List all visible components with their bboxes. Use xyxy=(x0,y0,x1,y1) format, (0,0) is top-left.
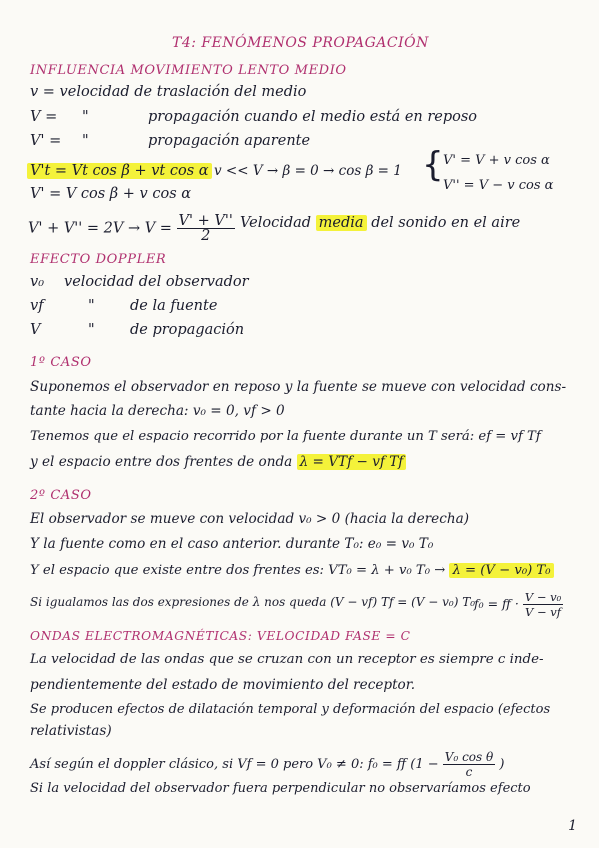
definition-text-V: propagación cuando el medio está en reposo xyxy=(148,109,478,125)
ondas-line5-text: Así según el doppler clásico, si Vf = 0 pero V₀ ≠ 0: xyxy=(30,757,364,772)
doppler-key-vf: vf xyxy=(30,298,44,314)
ondas-fraction-den: c xyxy=(465,765,473,779)
equation-cos: V' = V cos β + v cos α xyxy=(30,186,192,202)
ditto-mark: " xyxy=(82,109,89,125)
ditto-mark: " xyxy=(88,298,95,314)
ondas-fraction xyxy=(443,750,495,779)
ondas-fraction-num: V₀ cos θ xyxy=(444,750,494,764)
case2-line2: Y la fuente como en el caso anterior. durante T₀: e₀ = v₀ T₀ xyxy=(30,536,434,552)
equation-sum xyxy=(28,214,235,243)
case1-line1: Suponemos el observador en reposo y la fuente se mueve con velocidad cons- xyxy=(30,379,567,395)
case2-heading: 2º CASO xyxy=(30,488,92,503)
case2-lambda-highlight: λ = (V − v₀) T₀ xyxy=(449,563,553,578)
section-heading-influencia: INFLUENCIA MOVIMIENTO LENTO MEDIO xyxy=(30,63,347,78)
case2-line3 xyxy=(30,562,554,580)
equation-case2: V'' = V − v cos α xyxy=(443,178,554,193)
ondas-line4: relativistas) xyxy=(30,723,112,739)
section-heading-doppler: EFECTO DOPPLER xyxy=(30,252,167,267)
case2-fraction-den: V − vf xyxy=(525,605,562,619)
condition-equation: v << V → β = 0 → cos β = 1 xyxy=(214,163,402,179)
equation-case1: V' = V + v cos α xyxy=(443,153,550,168)
page-title: T4: FENÓMENOS PROPAGACIÓN xyxy=(172,35,429,51)
definition-key-Vp: V' = xyxy=(30,133,62,149)
ondas-line2: pendientemente del estado de movimiento del receptor. xyxy=(30,677,416,693)
ondas-line3: Se producen efectos de dilatación temporal y deformación del espacio (efectos xyxy=(30,702,551,717)
highlighted-equation xyxy=(27,162,212,180)
doppler-key-v0: v₀ xyxy=(30,274,45,290)
ditto-mark: " xyxy=(82,133,89,149)
doppler-text-vf: de la fuente xyxy=(130,298,218,314)
ondas-line5 xyxy=(30,750,504,779)
fraction-numerator: V' + V'' xyxy=(178,213,233,229)
definition-text-Vp: propagación aparente xyxy=(148,133,311,149)
case2-frequency-formula xyxy=(474,590,563,619)
doppler-text-v0: velocidad del observador xyxy=(64,274,249,290)
doppler-text-V: de propagación xyxy=(130,322,245,338)
page-number: 1 xyxy=(568,818,577,834)
ditto-mark: " xyxy=(88,322,95,338)
equation-sum-text: V' + V'' = 2V → V = xyxy=(28,220,172,237)
case2-line1: El observador se mueve con velocidad v₀ > 0 (hacia la derecha) xyxy=(30,511,470,527)
ondas-line5-f: f₀ = ff (1 − xyxy=(367,757,439,772)
section-heading-ondas: ONDAS ELECTROMAGNÉTICAS: VELOCIDAD FASE = C xyxy=(30,629,411,643)
definition-key-V: V = xyxy=(30,109,58,125)
speed-highlight: media xyxy=(316,215,367,231)
doppler-key-V: V xyxy=(30,322,41,338)
definition-line-v: v = velocidad de traslación del medio xyxy=(30,84,307,100)
case2-f-text: f₀ = ff · xyxy=(474,596,519,611)
case2-fraction xyxy=(523,590,563,619)
ondas-line5-close: ) xyxy=(499,757,505,772)
case2-fraction-num: V − v₀ xyxy=(524,590,562,604)
case1-line4-text: y el espacio entre dos frentes de onda xyxy=(30,454,293,470)
speed-post: del sonido en el aire xyxy=(371,215,521,231)
case1-line4 xyxy=(30,453,406,471)
ondas-line6: Si la velocidad del observador fuera perpendicular no observaríamos efecto xyxy=(30,781,531,796)
equation-highlight: V't = Vt cos β + vt cos α xyxy=(27,163,212,179)
left-brace: { xyxy=(422,145,444,185)
fraction-mean-speed xyxy=(177,214,235,243)
fraction-denominator: 2 xyxy=(201,228,211,244)
case1-heading: 1º CASO xyxy=(30,355,92,370)
case2-line4: Si igualamos las dos expresiones de λ nos queda (V − vf) Tf = (V − v₀) T₀ xyxy=(30,595,476,609)
speed-description xyxy=(240,214,520,232)
speed-pre: Velocidad xyxy=(240,215,312,231)
case1-line2: tante hacia la derecha: v₀ = 0, vf > 0 xyxy=(30,403,285,419)
ondas-line1: La velocidad de las ondas que se cruzan con un receptor es siempre c inde- xyxy=(30,652,544,667)
case1-line3: Tenemos que el espacio recorrido por la fuente durante un T será: ef = vf Tf xyxy=(30,429,541,444)
case1-lambda-highlight: λ = VTf − vf Tf xyxy=(297,454,407,470)
case2-line3-text: Y el espacio que existe entre dos frentes es: VT₀ = λ + v₀ T₀ → xyxy=(30,563,446,578)
